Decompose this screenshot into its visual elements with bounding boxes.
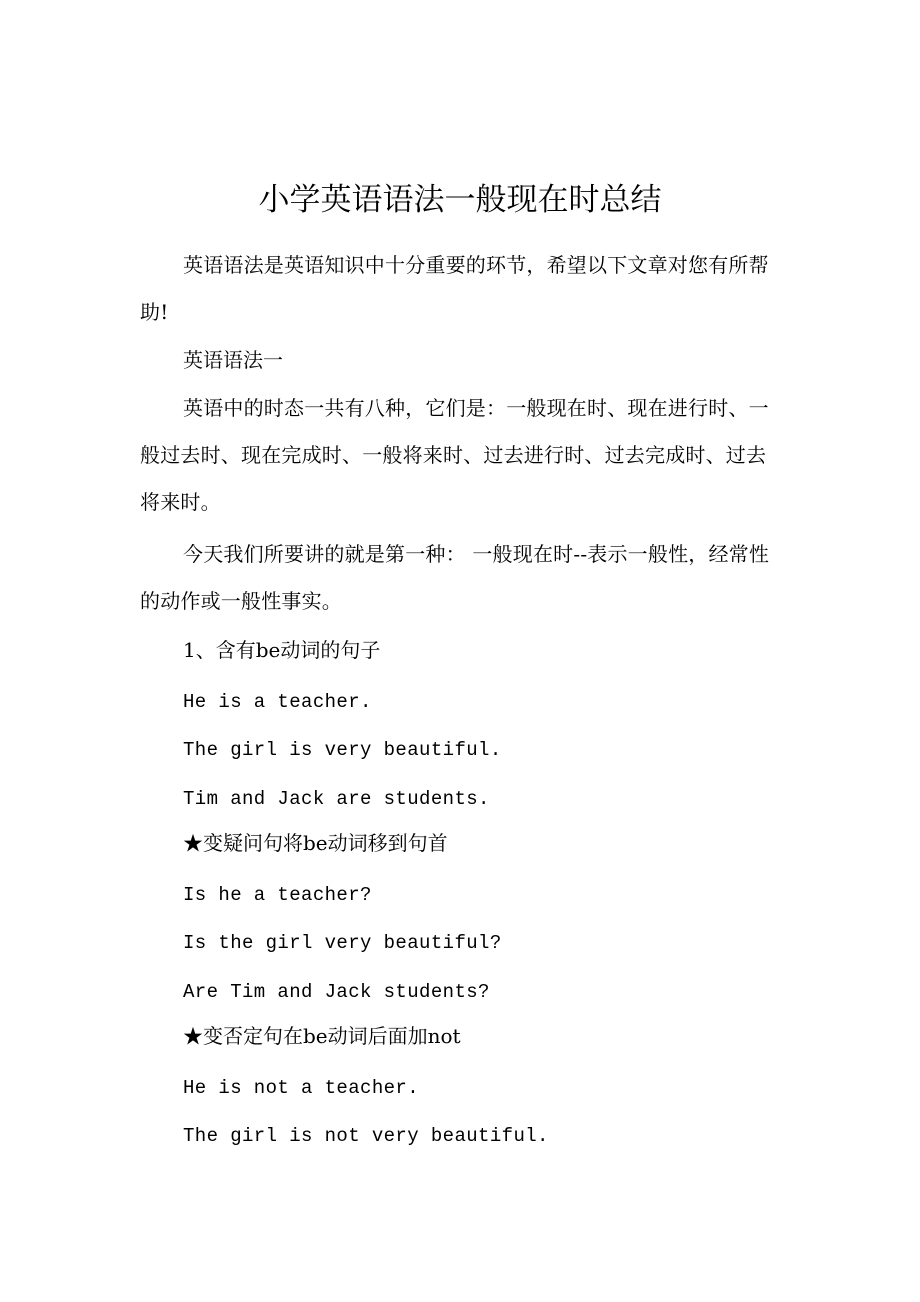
- negative-example: He is not a teacher.: [183, 1077, 420, 1099]
- intro-paragraph: 英语语法是英语知识中十分重要的环节，希望以下文章对您有所帮助!: [140, 253, 769, 324]
- negative-rule: ★变否定句在be动词后面加not: [183, 1024, 461, 1048]
- point1-heading: 1、含有be动词的句子: [183, 638, 381, 662]
- question-example: Is the girl very beautiful?: [183, 932, 502, 954]
- tenses-paragraph: 英语中的时态一共有八种，它们是：一般现在时、现在进行时、一般过去时、现在完成时、一般将来时、过去进行时、过去完成时、过去将来时。: [140, 396, 769, 514]
- example-sentence: He is a teacher.: [183, 691, 372, 713]
- negative-example: The girl is not very beautiful.: [183, 1125, 549, 1147]
- example-sentence: The girl is very beautiful.: [183, 739, 502, 761]
- today-paragraph: 今天我们所要讲的就是第一种： 一般现在时--表示一般性，经常性的动作或一般性事实。: [140, 542, 770, 613]
- document-title: 小学英语语法一般现在时总结: [258, 182, 662, 218]
- question-example: Are Tim and Jack students?: [183, 981, 490, 1003]
- question-example: Is he a teacher?: [183, 884, 372, 906]
- question-rule: ★变疑问句将be动词移到句首: [183, 831, 448, 855]
- example-sentence: Tim and Jack are students.: [183, 788, 490, 810]
- section-heading: 英语语法一: [183, 348, 283, 372]
